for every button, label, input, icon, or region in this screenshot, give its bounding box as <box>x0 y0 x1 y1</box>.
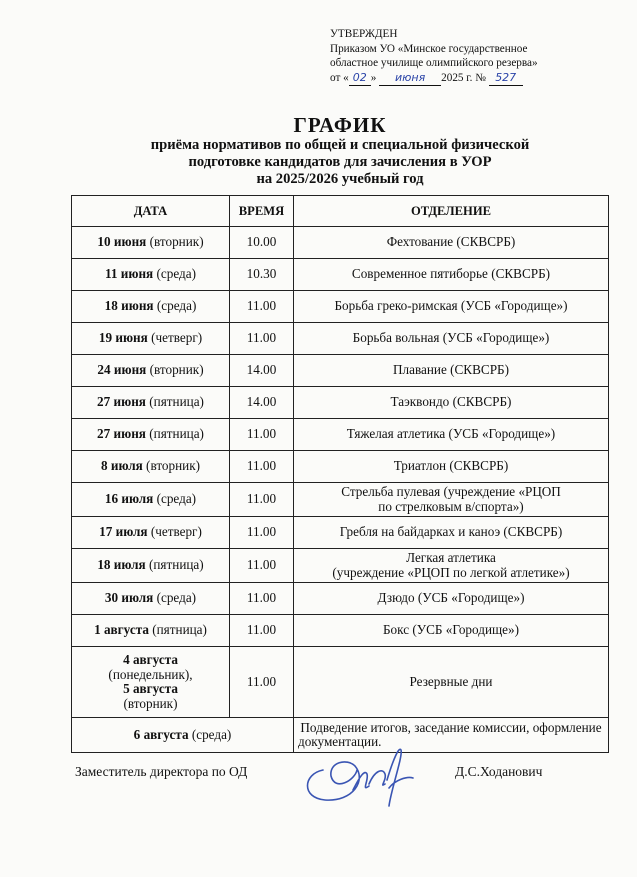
department-cell <box>294 549 609 583</box>
header-department: ОТДЕЛЕНИЕ <box>294 196 609 227</box>
table-row <box>72 549 609 583</box>
date-bold: 16 июля <box>104 491 154 507</box>
time-cell: 14.00 <box>230 355 294 387</box>
handwritten-signature <box>295 740 425 810</box>
date-cell <box>72 583 230 615</box>
reserve-date-cell <box>72 647 230 718</box>
table-row <box>72 291 609 323</box>
date-cell <box>72 517 230 549</box>
department-cell <box>294 615 609 647</box>
reserve-row <box>72 647 609 718</box>
date-bold: 24 июня <box>97 362 147 378</box>
department-cell <box>294 583 609 615</box>
table-row <box>72 483 609 517</box>
time-cell: 11.00 <box>230 291 294 323</box>
table-row <box>72 419 609 451</box>
time-cell: 11.00 <box>230 583 294 615</box>
time-cell: 10.30 <box>230 259 294 291</box>
date-bold: 27 июня <box>97 426 146 442</box>
date-cell <box>72 549 230 583</box>
department-line: по стрелковым в/спорта») <box>378 498 524 514</box>
department-line: Гребля на байдарках и каноэ (СКВСРБ) <box>339 524 563 540</box>
department-line: Борьба греко-римская (УСБ «Городище») <box>334 298 568 314</box>
date-cell <box>72 323 230 355</box>
table-row <box>72 615 609 647</box>
time-cell: 11.00 <box>230 517 294 549</box>
department-line: Тяжелая атлетика (УСБ «Городище») <box>346 426 556 442</box>
date-bold: 1 августа <box>94 622 149 638</box>
department-line: Триатлон (СКВСРБ) <box>393 458 509 474</box>
time-cell: 11.00 <box>230 451 294 483</box>
department-line: Современное пятиборье (СКВСРБ) <box>351 266 551 282</box>
approval-line-1: Приказом УО «Минское государственное <box>330 42 528 55</box>
table-row <box>72 259 609 291</box>
time-cell: 11.00 <box>230 615 294 647</box>
approval-day: 02 <box>349 71 371 87</box>
department-line: Плавание (СКВСРБ) <box>392 362 509 378</box>
date-cell <box>72 419 230 451</box>
date-cell <box>72 291 230 323</box>
title-line-1: приёма нормативов по общей и специальной физической <box>150 137 530 153</box>
date-bold: 11 июня <box>105 266 154 282</box>
date-bold: 30 июля <box>104 590 154 606</box>
department-cell <box>294 259 609 291</box>
department-line: (учреждение «РЦОП по легкой атлетике») <box>332 564 570 580</box>
date-weekday: (среда) <box>153 266 196 282</box>
approval-month: июня <box>379 71 441 87</box>
table-row <box>72 583 609 615</box>
title-line-2: подготовке кандидатов для зачисления в УОР <box>188 154 492 170</box>
approval-line-2: областное училище олимпийского резерва» <box>330 57 538 69</box>
department-line: Борьба вольная (УСБ «Городище») <box>352 330 550 346</box>
title-line-3: на 2025/2026 учебный год <box>256 171 424 187</box>
table-row <box>72 387 609 419</box>
date-weekday: (среда) <box>153 590 197 606</box>
department-line: Стрельба пулевая (учреждение «РЦОП <box>341 484 561 499</box>
table-row <box>72 323 609 355</box>
approval-mid: » <box>370 71 377 84</box>
date-weekday: (пятница) <box>145 426 204 442</box>
date-bold: 10 июня <box>97 234 147 250</box>
schedule-table <box>71 195 609 753</box>
department-cell <box>294 291 609 323</box>
date-weekday: (пятница) <box>148 622 207 638</box>
final-date: 6 августа <box>133 726 189 742</box>
final-department-cell: Подведение итогов, заседание комиссии, оформление документации. <box>294 718 609 753</box>
approval-number: 527 <box>489 71 523 87</box>
date-weekday: (среда) <box>153 491 197 507</box>
final-weekday: (среда) <box>188 726 232 742</box>
table-row <box>72 355 609 387</box>
date-weekday: (среда) <box>153 298 197 314</box>
reserve-date-2: 5 августа <box>123 681 178 696</box>
document-title <box>80 113 600 188</box>
reserve-date-1: 4 августа <box>123 652 178 667</box>
department-line: Легкая атлетика <box>406 550 496 565</box>
time-cell: 11.00 <box>230 419 294 451</box>
date-weekday: (пятница) <box>145 557 204 573</box>
date-cell <box>72 227 230 259</box>
department-line: Бокс (УСБ «Городище») <box>382 622 519 638</box>
date-bold: 18 июня <box>104 298 154 314</box>
department-line: Таэквондо (СКВСРБ) <box>390 394 512 410</box>
date-weekday: (вторник) <box>146 362 204 378</box>
reserve-department-cell: Резервные дни <box>294 647 609 718</box>
title-main: ГРАФИК <box>293 113 387 137</box>
approval-from-prefix: от « <box>330 71 349 84</box>
date-weekday: (четверг) <box>147 330 203 346</box>
approval-block <box>330 27 538 86</box>
time-cell: 14.00 <box>230 387 294 419</box>
date-bold: 8 июля <box>100 458 143 474</box>
approval-year: 2025 г. № <box>441 71 486 84</box>
date-weekday: (вторник) <box>142 458 201 474</box>
signer-position: Заместитель директора по ОД <box>75 764 248 779</box>
time-cell: 10.00 <box>230 227 294 259</box>
header-time: ВРЕМЯ <box>230 196 294 227</box>
date-cell <box>72 451 230 483</box>
department-cell <box>294 355 609 387</box>
date-cell <box>72 259 230 291</box>
approval-date-line <box>330 71 538 87</box>
final-date-cell <box>72 718 294 753</box>
department-cell <box>294 227 609 259</box>
reserve-weekday-1: (понедельник), <box>108 666 193 682</box>
date-bold: 27 июня <box>97 394 146 410</box>
header-date: ДАТА <box>72 196 230 227</box>
table-row <box>72 451 609 483</box>
date-bold: 17 июля <box>99 524 148 540</box>
time-cell: 11.00 <box>230 483 294 517</box>
department-cell <box>294 517 609 549</box>
signer-name: Д.С.Ходанович <box>455 764 543 779</box>
department-line: Фехтование (СКВСРБ) <box>386 234 516 250</box>
department-cell <box>294 483 609 517</box>
table-row <box>72 227 609 259</box>
date-cell <box>72 483 230 517</box>
schedule-body <box>72 227 609 753</box>
table-header-row <box>72 196 609 227</box>
department-cell <box>294 419 609 451</box>
reserve-weekday-2: (вторник) <box>123 695 178 711</box>
department-cell <box>294 323 609 355</box>
department-line: Дзюдо (УСБ «Городище») <box>377 590 525 606</box>
reserve-time-cell: 11.00 <box>230 647 294 718</box>
date-bold: 18 июля <box>97 557 146 573</box>
department-cell <box>294 387 609 419</box>
approval-heading: УТВЕРЖДЕН <box>330 28 398 40</box>
date-cell <box>72 615 230 647</box>
date-cell <box>72 387 230 419</box>
department-cell <box>294 451 609 483</box>
time-cell: 11.00 <box>230 323 294 355</box>
date-bold: 19 июня <box>98 330 148 346</box>
date-weekday: (четверг) <box>147 524 202 540</box>
date-weekday: (вторник) <box>146 234 204 250</box>
time-cell: 11.00 <box>230 549 294 583</box>
table-row <box>72 517 609 549</box>
date-cell <box>72 355 230 387</box>
date-weekday: (пятница) <box>145 394 204 410</box>
